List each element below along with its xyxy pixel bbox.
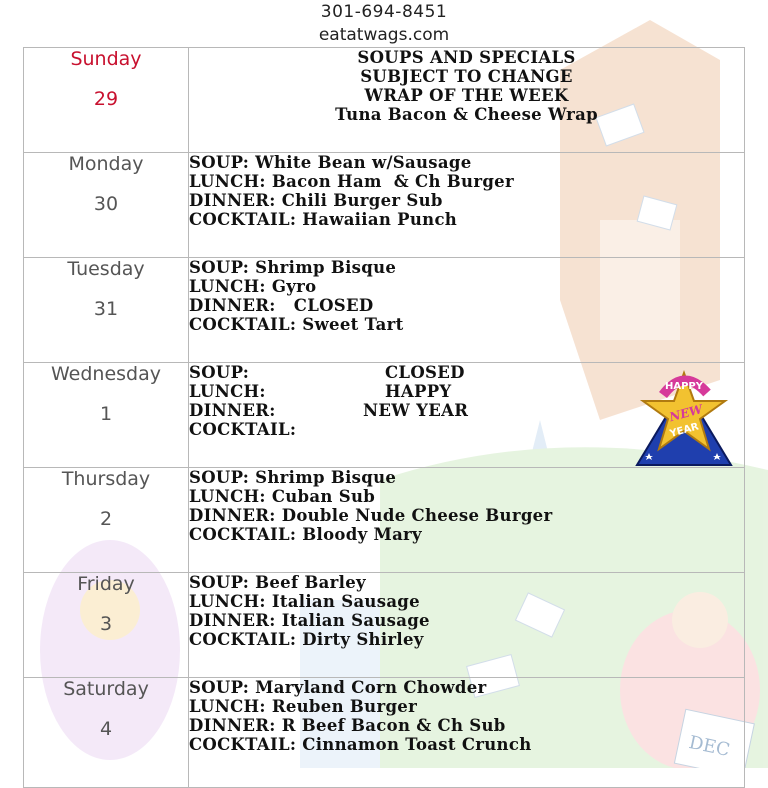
menu-cell-wednesday	[189, 363, 745, 468]
day-date: 31	[93, 298, 119, 320]
day-name: Monday	[68, 153, 144, 175]
lunch-line: LUNCH: Reuben Burger	[189, 697, 418, 716]
dinner-line: DINNER: Italian Sausage	[189, 611, 430, 630]
table-row	[24, 468, 745, 573]
soup-value: CLOSED	[385, 363, 465, 382]
day-name: Friday	[77, 573, 135, 595]
specials-line: SUBJECT TO CHANGE	[360, 67, 573, 86]
lunch-value: HAPPY	[385, 382, 452, 401]
cocktail-line: COCKTAIL: Dirty Shirley	[189, 630, 424, 649]
calendar-tag-text: DEC	[686, 731, 732, 762]
weekly-menu-table	[23, 47, 745, 788]
cocktail-line: COCKTAIL: Bloody Mary	[189, 525, 422, 544]
cocktail-value	[385, 420, 565, 439]
table-row	[24, 258, 745, 363]
happy-new-year-star-icon	[629, 367, 739, 467]
day-name: Wednesday	[50, 363, 161, 385]
table-row	[24, 573, 745, 678]
specials-line: SOUPS AND SPECIALS	[357, 48, 576, 67]
dinner-value: NEW YEAR	[363, 401, 469, 420]
table-row	[24, 678, 745, 788]
day-cell-saturday	[24, 678, 189, 788]
menu-cell-tuesday	[189, 258, 745, 363]
specials-notice-cell	[189, 48, 745, 153]
soup-line: SOUP: Maryland Corn Chowder	[189, 678, 487, 697]
day-cell-tuesday	[24, 258, 189, 363]
soup-line: SOUP: Shrimp Bisque	[189, 468, 397, 487]
day-cell-friday	[24, 573, 189, 678]
day-date: 2	[99, 508, 113, 530]
soup-line: SOUP: White Bean w/Sausage	[189, 153, 472, 172]
lunch-label: LUNCH:	[189, 382, 266, 401]
dinner-line: DINNER: R Beef Bacon & Ch Sub	[189, 716, 506, 735]
day-date: 1	[99, 403, 113, 425]
phone-number: 301-694-8451	[320, 2, 448, 22]
cocktail-line: COCKTAIL: Cinnamon Toast Crunch	[189, 735, 532, 754]
soup-line: SOUP: Shrimp Bisque	[189, 258, 397, 277]
day-cell-thursday	[24, 468, 189, 573]
day-date: 4	[99, 718, 113, 740]
day-name: Thursday	[61, 468, 151, 490]
lunch-line: LUNCH: Cuban Sub	[189, 487, 376, 506]
specials-line: WRAP OF THE WEEK	[364, 86, 569, 105]
menu-cell-saturday	[189, 678, 745, 788]
day-date: 29	[93, 88, 119, 110]
lunch-line: LUNCH: Gyro	[189, 277, 317, 296]
day-name: Saturday	[63, 678, 149, 700]
day-cell-wednesday	[24, 363, 189, 468]
badge-new-text: NEW	[667, 402, 705, 425]
lunch-line: LUNCH: Bacon Ham & Ch Burger	[189, 172, 514, 191]
menu-cell-monday	[189, 153, 745, 258]
wrap-of-week: Tuna Bacon & Cheese Wrap	[335, 105, 598, 124]
website-link[interactable]: eatatwags.com	[318, 25, 450, 45]
cocktail-line: COCKTAIL: Sweet Tart	[189, 315, 404, 334]
day-cell-monday	[24, 153, 189, 258]
soup-label: SOUP:	[189, 363, 250, 382]
badge-happy-text: HAPPY	[664, 381, 704, 392]
menu-cell-thursday	[189, 468, 745, 573]
day-name: Tuesday	[67, 258, 145, 280]
soup-line: SOUP: Beef Barley	[189, 573, 366, 592]
table-row	[24, 48, 745, 153]
day-name: Sunday	[70, 48, 142, 70]
menu-cell-friday	[189, 573, 745, 678]
table-row	[24, 363, 745, 468]
day-cell-sunday	[24, 48, 189, 153]
cocktail-label: COCKTAIL:	[189, 420, 297, 439]
day-date: 3	[99, 613, 113, 635]
dinner-line: DINNER: Double Nude Cheese Burger	[189, 506, 553, 525]
dinner-line: DINNER: CLOSED	[189, 296, 374, 315]
table-row	[24, 153, 745, 258]
badge-year-text: YEAR	[668, 421, 701, 440]
dinner-line: DINNER: Chili Burger Sub	[189, 191, 443, 210]
lunch-line: LUNCH: Italian Sausage	[189, 592, 420, 611]
dinner-label: DINNER:	[189, 401, 276, 420]
cocktail-line: COCKTAIL: Hawaiian Punch	[189, 210, 458, 229]
day-date: 30	[93, 193, 119, 215]
